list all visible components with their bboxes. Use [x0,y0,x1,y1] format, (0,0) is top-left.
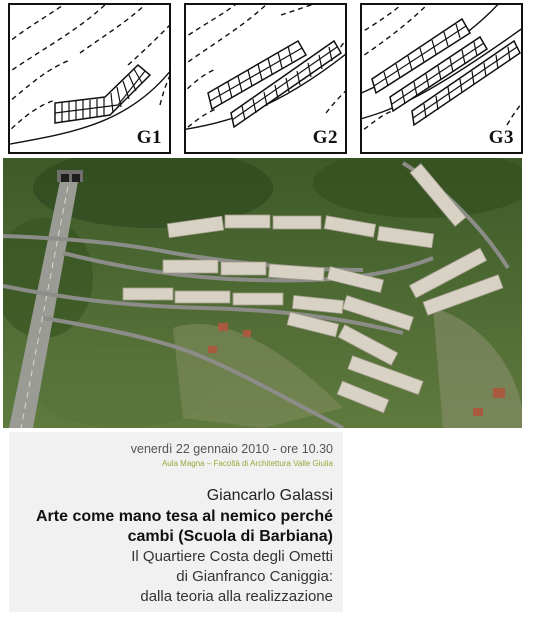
talk-title-line2: cambi (Scuola di Barbiana) [127,528,333,545]
event-venue: Aula Magna – Facoltà di Architettura Valle Giulia [161,459,333,468]
talk-subtitle-line3: dalla teoria alla realizzazione [140,588,333,605]
diagram-label-g1: G1 [136,127,162,148]
diagram-g1 [8,3,171,154]
aerial-photo [3,158,522,428]
talk-title-line1: Arte come mano tesa al nemico perché [36,508,333,525]
diagram-label-g3: G3 [488,127,514,148]
event-date: venerdì 22 gennaio 2010 - ore 10.30 [130,442,333,456]
talk-subtitle-line2: di Gianfranco Caniggia: [176,568,333,585]
diagram-label-g2: G2 [312,127,338,148]
diagram-g2 [184,3,347,154]
talk-subtitle-line1: Il Quartiere Costa degli Ometti [131,548,333,565]
speaker-name: Giancarlo Galassi [206,487,333,504]
diagram-g3 [360,3,523,154]
event-caption [9,432,343,612]
